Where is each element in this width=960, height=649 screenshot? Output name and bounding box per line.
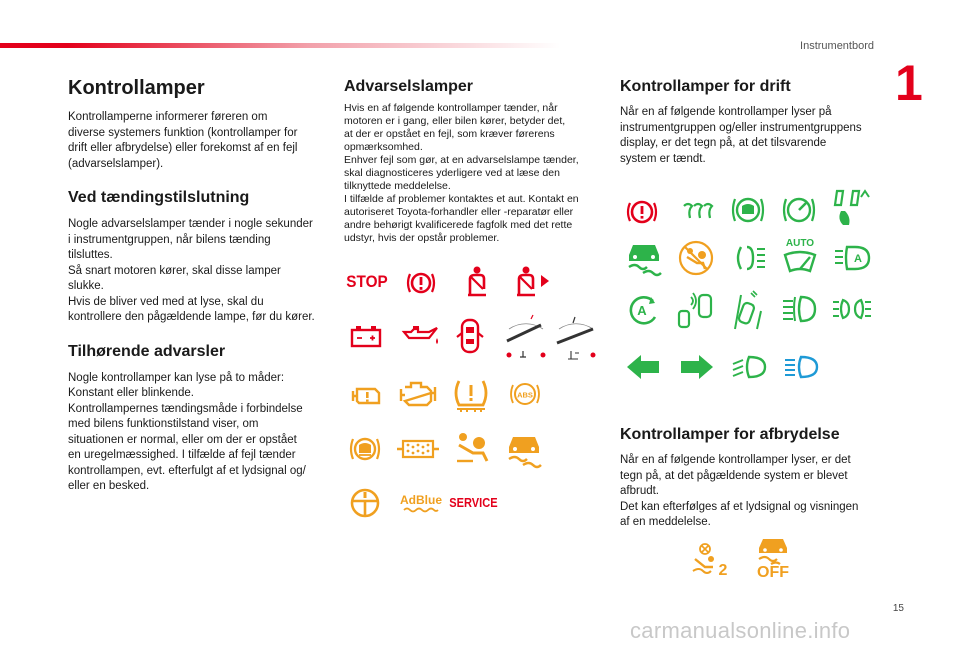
stop-start-icon	[624, 292, 662, 328]
header-accent-bar	[0, 43, 560, 48]
ignition-text: Nogle advarselslamper tænder i nogle sekunder i instrumentgruppen, når bilens tænding tilsluttes. Så snart motoren kører, skal disse lamper slukke. Hvis de bliver ved med at lyse, skal du kontrollere den pågældende lampe, før du kører.	[68, 218, 315, 323]
warning-lamps-text: Hvis en af følgende kontrollamper tænder, når motoren er i gang, eller bilen kører, betyder det, at der er opstået en fejl, som kræver førerens opmærksomhed. Enhver fejl som gør, at en advarselslampe tænder, skal diagnosticeres yderligere ved at læse den tilknyttede meddelelse. I tilfælde af problemer kontaktes et aut. Kontakt en autoriseret Toyota-forhandler eller -reparatør eller andre behørigt kvalificerede fagfolk med det rette udstyr, hvis der opstår problemer.	[344, 102, 579, 244]
cruise-control-icon	[778, 192, 820, 228]
esp-active-icon	[624, 238, 664, 278]
off-lamps-heading: Kontrollamper for afbrydelse	[620, 426, 840, 443]
door-open-icon	[455, 316, 485, 356]
service-label: SERVICE	[448, 494, 498, 510]
airbag-deactivated-number: 2	[718, 562, 728, 579]
stop-icon	[346, 268, 388, 296]
airbag-passenger-off-icon	[452, 430, 492, 466]
airbag-off-icon	[676, 238, 716, 278]
adblue-label: AdBlue	[400, 493, 442, 507]
brake-hold-icon	[728, 192, 768, 228]
page-number: 15	[892, 603, 904, 614]
warning-lamps-heading: Advarselslamper	[344, 78, 473, 95]
abs-label: ABS	[517, 390, 533, 400]
glow-plug-icon	[680, 198, 716, 226]
battery-icon	[348, 322, 384, 350]
blind-spot-icon	[672, 288, 720, 332]
brake-assist-icon	[346, 432, 384, 466]
general-warning-icon	[404, 268, 438, 298]
esp-off-label: OFF	[757, 564, 789, 581]
associated-warnings-heading: Tilhørende advarsler	[68, 342, 226, 360]
service-icon	[448, 490, 498, 514]
side-lights-icon	[830, 292, 874, 326]
low-beam-icon	[730, 352, 768, 382]
chapter-number: 1	[895, 55, 923, 111]
power-steering-icon	[348, 486, 382, 520]
auto-high-beam-label: A	[854, 253, 862, 265]
intro-text: Kontrollamperne informerer føreren om diverse systemers funktion (kontrollamper for drift eller afbrydelse) eller forekomst af en fejl (advarselslamper).	[68, 111, 298, 170]
airbag-passenger-deactivated-icon	[690, 540, 732, 580]
section-title: Instrumentbord	[800, 40, 874, 52]
fuel-gauge-icon	[552, 314, 600, 362]
auto-wiper-icon	[780, 234, 820, 278]
tire-pressure-icon	[450, 374, 492, 414]
seatbelt-icon	[462, 264, 490, 298]
middle-column	[344, 78, 594, 245]
engine-fault-icon	[348, 380, 386, 410]
high-beam-auto-icon	[732, 238, 768, 278]
ignition-heading: Ved tændingstilslutning	[68, 189, 250, 206]
passenger-seatbelt-icon	[512, 264, 552, 298]
adblue-icon	[398, 488, 444, 518]
auto-wiper-label: AUTO	[785, 237, 815, 249]
clutch-pedal-icon	[830, 186, 872, 230]
parking-brake-icon	[624, 196, 660, 228]
front-fog-light-icon	[780, 292, 818, 326]
watermark: carmanualsonline.info	[630, 618, 851, 643]
turn-right-icon	[678, 352, 716, 382]
esp-off-icon	[752, 532, 794, 584]
engine-check-icon	[396, 376, 440, 410]
particle-filter-icon	[394, 434, 442, 464]
drive-lamps-text: Når en af følgende kontrollamper lyser på instrumentgruppen og/eller instrumentgruppens display, er det tegn på, at det tilsvarende system er tændt.	[620, 106, 862, 165]
temperature-gauge-icon	[500, 314, 552, 362]
esp-icon	[504, 430, 544, 468]
associated-warnings-text: Nogle kontrollamper kan lyse på to måder: Konstant eller blinkende. Kontrollampernes tændingsmåde i forbindelse med bilens funktionstilstand viser, om situationen er normal, eller om der er opstået en uregelmæssighed. I tilfælde af fejl tænder kontrollampen, evt. efterfulgt af et lydsignal og/ eller en besked.	[68, 371, 306, 492]
left-column	[68, 77, 330, 495]
abs-icon	[508, 378, 542, 410]
drive-lamps-heading: Kontrollamper for drift	[620, 78, 791, 95]
stop-start-label: A	[637, 303, 647, 318]
high-beam-icon	[782, 352, 820, 382]
stop-label: STOP	[346, 272, 388, 291]
right-column-bottom	[620, 426, 885, 531]
lane-assist-icon	[730, 290, 762, 332]
right-column-top	[620, 78, 885, 167]
turn-left-icon	[624, 352, 662, 382]
auto-high-beam-icon	[832, 238, 872, 278]
off-lamps-text: Når en af følgende kontrollamper lyser, er det tegn på, at det pågældende system er blevet afbrudt. Det kan efterfølges af et lydsignal og visningen af en meddelelse.	[620, 454, 859, 528]
oil-pressure-icon	[400, 322, 442, 348]
page-title: Kontrollamper	[68, 77, 205, 99]
